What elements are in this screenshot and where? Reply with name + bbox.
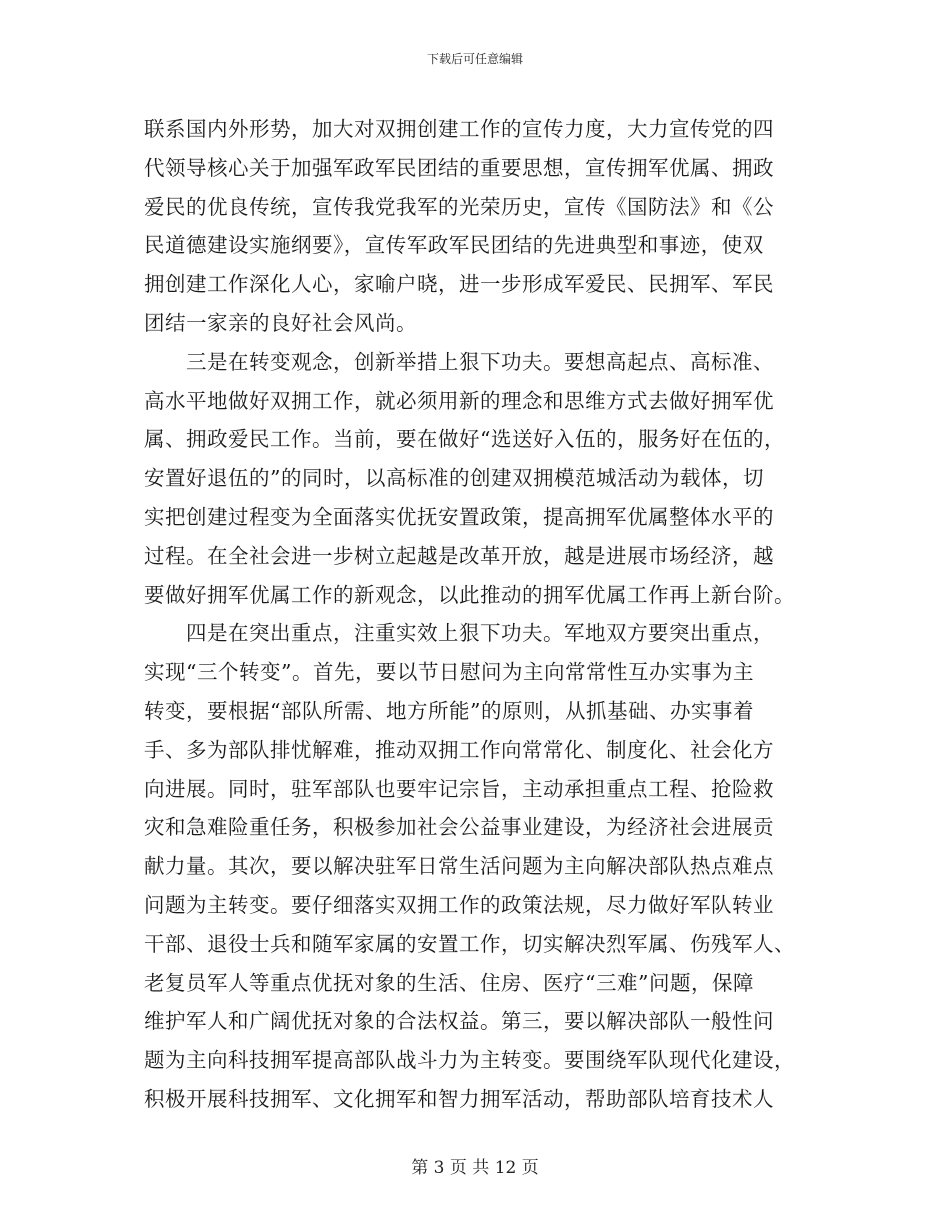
- text-line: 灾和急难险重任务，积极参加社会公益事业建设，为经济社会进展贡: [144, 815, 774, 840]
- page-number: 第 3 页 共 12 页: [411, 1158, 539, 1178]
- text-line: 要做好拥军优属工作的新观念，以此推动的拥军优属工作再上新台阶。: [144, 582, 795, 607]
- text-line: 实现“三个转变”。首先，要以节日慰问为主向常常性互办实事为主: [144, 660, 754, 685]
- page-header: 下载后可任意编辑: [426, 52, 523, 66]
- text-line: 实把创建过程变为全面落实优抚安置政策，提高拥军优属整体水平的: [144, 504, 774, 529]
- text-line: 干部、退役士兵和随军家属的安置工作，切实解决烈军属、伤残军人、: [144, 931, 795, 956]
- text-line: 老复员军人等重点优抚对象的生活、住房、医疗“三难”问题，保障: [144, 970, 754, 995]
- text-line: 高水平地做好双拥工作，就必须用新的理念和思维方式去做好拥军优: [144, 388, 774, 413]
- text-line: 属、拥政爱民工作。当前，要在做好“选送好入伍的，服务好在伍的，: [144, 427, 785, 452]
- text-line: 过程。在全社会进一步树立起越是改革开放，越是进展市场经济，越: [144, 543, 774, 568]
- text-line: 献力量。其次，要以解决驻军日常生活问题为主向解决部队热点难点: [144, 854, 774, 879]
- document-body: [144, 110, 804, 1119]
- text-line: 拥创建工作深化人心，家喻户晓，进一步形成军爱民、民拥军、军民: [144, 272, 774, 297]
- text-line: 手、多为部队排忧解难，推动双拥工作向常常化、制度化、社会化方: [144, 737, 774, 762]
- text-line: 三是在转变观念，创新举措上狠下功夫。要想高起点、高标准、: [144, 349, 774, 374]
- text-line: 代领导核心关于加强军政军民团结的重要思想，宣传拥军优属、拥政: [144, 155, 774, 180]
- text-line: 积极开展科技拥军、文化拥军和智力拥军活动，帮助部队培育技术人: [144, 1086, 774, 1111]
- text-line: 题为主向科技拥军提高部队战斗力为主转变。要围绕军队现代化建设，: [144, 1048, 795, 1073]
- text-line: 民道德建设实施纲要》，宣传军政军民团结的先进典型和事迹，使双: [144, 233, 764, 258]
- text-line: 联系国内外形势，加大对双拥创建工作的宣传力度，大力宣传党的四: [144, 117, 774, 141]
- text-line: 安置好退伍的”的同时，以高标准的创建双拥模范城活动为载体，切: [144, 466, 764, 491]
- text-line: 问题为主转变。要仔细落实双拥工作的政策法规，尽力做好军队转业: [144, 892, 774, 917]
- text-line: 维护军人和广阔优抚对象的合法权益。第三，要以解决部队一般性问: [144, 1009, 774, 1034]
- text-line: 转变，要根据“部队所需、地方所能”的原则，从抓基础、办实事着: [144, 698, 754, 723]
- text-line: 团结一家亲的良好社会风尚。: [144, 310, 417, 335]
- text-line: 向进展。同时，驻军部队也要牢记宗旨，主动承担重点工程、抢险救: [144, 776, 774, 801]
- text-line: 四是在突出重点，注重实效上狠下功夫。军地双方要突出重点，: [144, 621, 774, 646]
- text-line: 爱民的优良传统，宣传我党我军的光荣历史，宣传《国防法》和《公: [144, 194, 774, 219]
